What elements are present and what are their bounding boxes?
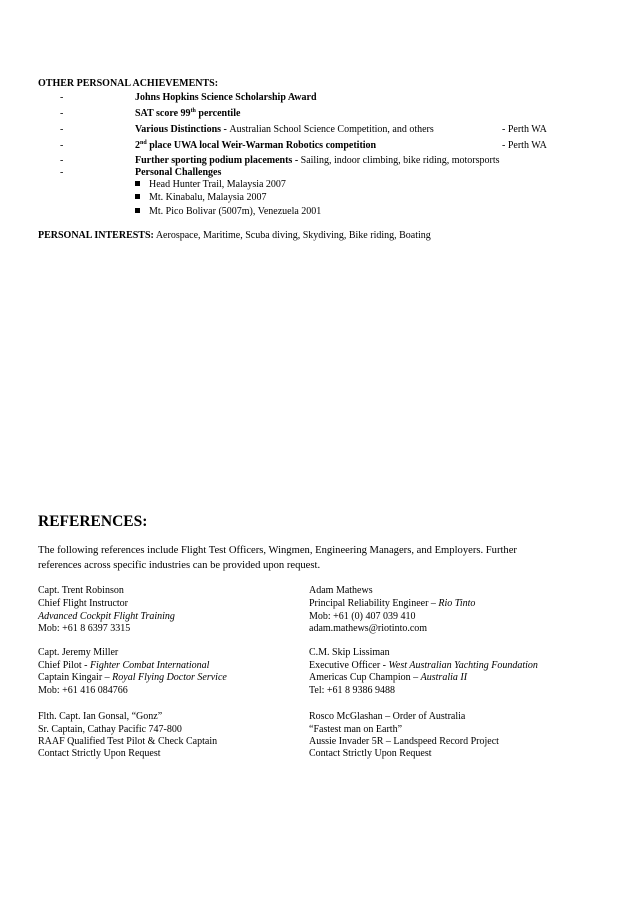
reference-line: Contact Strictly Upon Request [309, 748, 432, 759]
list-item: Mt. Pico Bolivar (5007m), Venezuela 2001 [135, 206, 321, 218]
reference-line: Chief Pilot - Fighter Combat International [38, 660, 210, 671]
reference-line: RAAF Qualified Test Pilot & Check Captain [38, 736, 218, 747]
references-heading: REFERENCES: [38, 513, 148, 530]
reference-line: Contact Strictly Upon Request [38, 748, 161, 759]
reference-name: Adam Mathews [309, 585, 373, 596]
reference-name: Capt. Jeremy Miller [38, 647, 119, 658]
references-intro-line: references across specific industries can be provided upon request. [38, 560, 321, 571]
achievement-title: 2nd place UWA local Weir-Warman Robotics competition [135, 140, 377, 151]
reference-name: Flth. Capt. Ian Gonsal, “Gonz” [38, 711, 163, 722]
reference-line: Americas Cup Champion – Australia II [309, 672, 468, 683]
achievement-title: Various Distinctions - Australian School Science Competition, and others [135, 124, 434, 135]
list-item: Mt. Kinabalu, Malaysia 2007 [135, 192, 266, 204]
references-intro-line: The following references include Flight Test Officers, Wingmen, Engineering Managers, and Employers. Further [38, 545, 517, 556]
reference-line: Advanced Cockpit Flight Training [38, 611, 175, 622]
achievement-title: Johns Hopkins Science Scholarship Award [135, 92, 317, 103]
dash: - [60, 155, 64, 166]
reference-line: Chief Flight Instructor [38, 598, 128, 609]
achievement-title: SAT score 99th percentile [135, 108, 241, 119]
reference-line: Sr. Captain, Cathay Pacific 747-800 [38, 724, 182, 735]
reference-line: Mob: +61 416 084766 [38, 685, 128, 696]
reference-line: Aussie Invader 5R – Landspeed Record Project [309, 736, 499, 747]
achievement-location: - Perth WA [502, 140, 547, 151]
reference-line: Captain Kingair – Royal Flying Doctor Service [38, 672, 227, 683]
reference-line: Mob: +61 8 6397 3315 [38, 623, 131, 634]
dash: - [60, 92, 64, 103]
bullet-icon [135, 181, 140, 186]
dash: - [60, 108, 64, 119]
reference-line: Executive Officer - West Australian Yachting Foundation [309, 660, 538, 671]
achievement-title: Personal Challenges [135, 167, 222, 178]
reference-email: adam.mathews@riotinto.com [309, 623, 428, 634]
reference-name: Capt. Trent Robinson [38, 585, 124, 596]
reference-name: Rosco McGlashan – Order of Australia [309, 711, 466, 722]
reference-line: Principal Reliability Engineer – Rio Tinto [309, 598, 476, 609]
achievement-location: - Perth WA [502, 124, 547, 135]
achievement-title: Further sporting podium placements - Sailing, indoor climbing, bike riding, motorsports [135, 155, 500, 166]
personal-interests: PERSONAL INTERESTS: Aerospace, Maritime, Scuba diving, Skydiving, Bike riding, Boating [38, 230, 431, 241]
dash: - [60, 167, 64, 178]
dash: - [60, 140, 64, 151]
bullet-icon [135, 208, 140, 213]
reference-line: Tel: +61 8 9386 9488 [309, 685, 396, 696]
bullet-icon [135, 194, 140, 199]
reference-name: C.M. Skip Lissiman [309, 647, 390, 658]
achievements-heading: OTHER PERSONAL ACHIEVEMENTS: [38, 78, 219, 89]
reference-line: Mob: +61 (0) 407 039 410 [309, 611, 416, 622]
reference-line: “Fastest man on Earth” [309, 724, 403, 735]
dash: - [60, 124, 64, 135]
list-item: Head Hunter Trail, Malaysia 2007 [135, 179, 286, 191]
